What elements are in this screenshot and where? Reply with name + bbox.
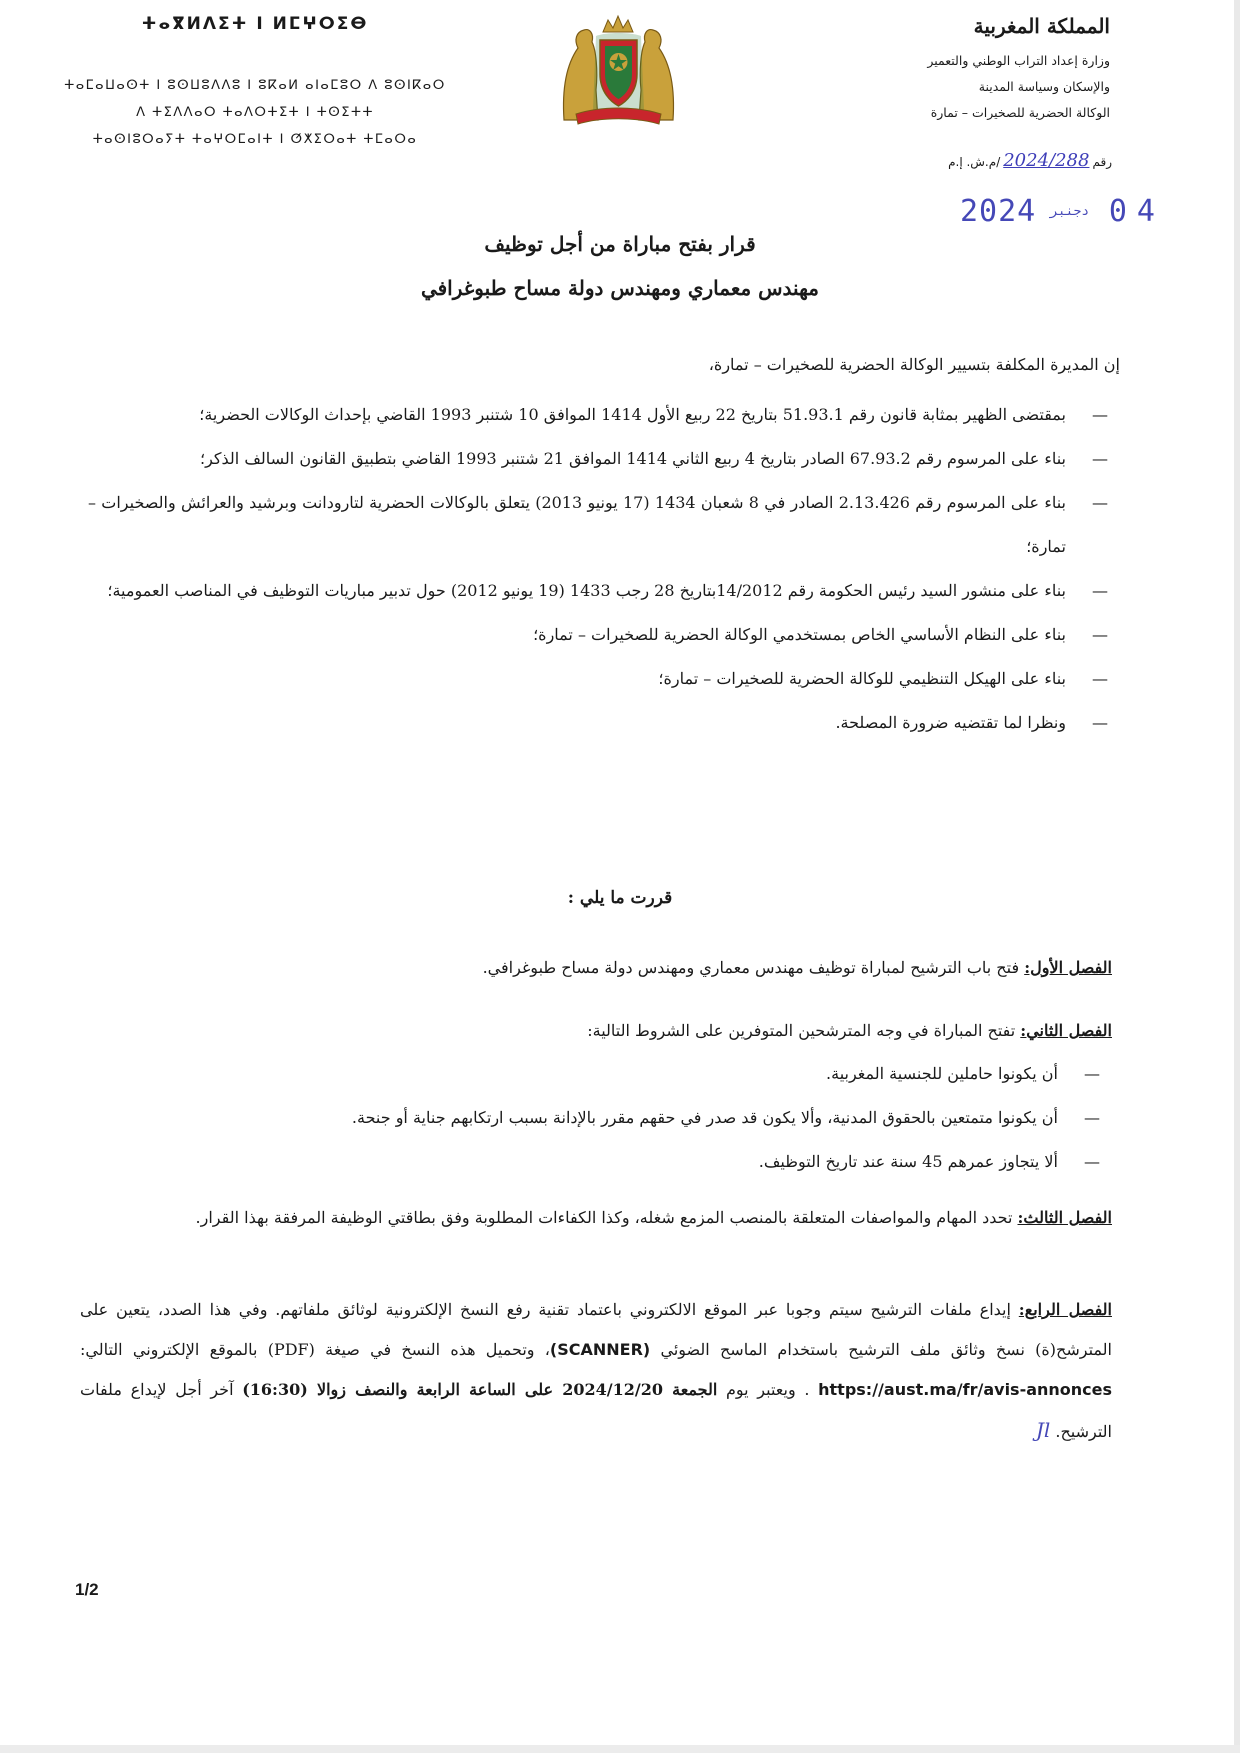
intro-paragraph: إن المديرة المكلفة بتسيير الوكالة الحضرية للصخيرات – تمارة، (708, 355, 1120, 374)
article-4-text-4: آخر أجل لإيداع ملفات الترشيح. (80, 1380, 1112, 1441)
article-1-text: فتح باب الترشيح لمباراة توظيف مهندس معماري ومهندس دولة مساح طبوغرافي. (482, 958, 1025, 977)
document-title (300, 222, 940, 310)
considerations-list (88, 393, 1108, 745)
coat-of-arms-icon (556, 10, 681, 130)
article-4-label: الفصل الرابع: (1018, 1300, 1112, 1319)
article-1 (80, 948, 1112, 988)
consideration-item: — بناء على منشور السيد رئيس الحكومة رقم 14/2012بتاريخ 28 رجب 1433 (19 يونيو 2012) حول تدبير مباريات التوظيف في المناصب العمومية؛ (88, 569, 1108, 613)
date-day: 04 (1108, 194, 1165, 229)
header-arabic (850, 14, 1110, 126)
article-3-text: تحدد المهام والمواصفات المتعلقة بالمنصب المزمع شغله، وكذا الكفاءات المطلوبة وفق بطاقتي الوظيفة المرفقة بهذا القرار. (195, 1208, 1018, 1227)
ref-suffix: م.ش. إ.م (948, 155, 997, 169)
ministry-line-1: وزارة إعداد التراب الوطني والتعمير (927, 53, 1110, 68)
article-4-text-1: إيداع ملفات الترشيح سيتم وجوبا عبر الموقع الالكتروني باعتماد تقنية رفع النسخ الإلكترونية لوثائق ملفاتهم. وفي هذا الصدد، يتعين على المترشح(ة) نسخ وثائق ملف الترشيح باستخدام الماسح الضوئي (80, 1300, 1112, 1359)
consideration-item: — بناء على النظام الأساسي الخاص بمستخدمي الوكالة الحضرية للصخيرات – تمارة؛ (88, 613, 1108, 657)
article-2-label: الفصل الثاني: (1020, 1021, 1112, 1040)
condition-item: — أن يكونوا حاملين للجنسية المغربية. (140, 1052, 1100, 1096)
ministry-line-2: والإسكان وسياسة المدينة (978, 79, 1110, 94)
date-month: دجنبر (1050, 204, 1090, 219)
page-number: 1/2 (75, 1580, 99, 1599)
condition-item: — ألا يتجاوز عمرهم 45 سنة عند تاريخ التوظيف. (140, 1140, 1100, 1184)
tifinagh-line-3: ⵜⴰⵙⵏⵓⵔⴰⵢⵜ ⵜⴰⵖⵔⵎⴰⵏⵜ ⵏ ⵚⵅⵉⵔⴰⵜ ⵜⵎⴰⵔⴰ (92, 132, 418, 147)
consideration-item: — بناء على الهيكل التنظيمي للوكالة الحضرية للصخيرات – تمارة؛ (88, 657, 1108, 701)
decided-heading: قررت ما يلي : (567, 888, 673, 908)
agency-name: الوكالة الحضرية للصخيرات – تمارة (930, 105, 1110, 120)
date-stamp (960, 190, 1165, 230)
consideration-item: — بناء على المرسوم رقم 2.13.426 الصادر في 8 شعبان 1434 (17 يونيو 2013) يتعلق بالوكالات الحضرية لتارودانت وبرشيد والعرائش والصخيرات – تمارة؛ (88, 481, 1108, 569)
article-3 (80, 1196, 1112, 1240)
country-name-arabic: المملكة المغربية (973, 14, 1110, 38)
condition-item: — أن يكونوا متمتعين بالحقوق المدنية، وألا يكون قد صدر في حقهم مقرر بالإدانة بسبب ارتكابهم جناية أو جنحة. (140, 1096, 1100, 1140)
conditions-list (140, 1052, 1100, 1184)
country-name-tifinagh: ⵜⴰⴳⵍⴷⵉⵜ ⵏ ⵍⵎⵖⵔⵉⴱ (141, 14, 369, 34)
title-line-1: قرار بفتح مباراة من أجل توظيف (484, 232, 756, 256)
article-1-label: الفصل الأول: (1024, 958, 1112, 977)
scan-edge-right (1234, 0, 1240, 1753)
ref-number-handwritten: 2024/288 (1003, 150, 1090, 171)
application-url-link[interactable]: https://aust.ma/fr/avis-annonces (818, 1380, 1113, 1399)
consideration-item: — بناء على المرسوم رقم 67.93.2 الصادر بتاريخ 4 ربيع الثاني 1414 الموافق 21 شتنبر 1993 القاضي بتطبيق القانون السالف الذكر؛ (88, 437, 1108, 481)
consideration-item: — ونظرا لما تقتضيه ضرورة المصلحة. (88, 701, 1108, 745)
title-line-2: مهندس معماري ومهندس دولة مساح طبوغرافي (420, 276, 820, 300)
article-4 (80, 1290, 1112, 1452)
scan-edge-bottom (0, 1745, 1240, 1753)
scanner-term: (SCANNER) (549, 1340, 651, 1359)
article-4-text-2: ، وتحميل هذه النسخ في صيغة (PDF) بالموقع الإلكتروني التالي: (80, 1340, 550, 1359)
date-year: 2024 (960, 194, 1037, 229)
article-2 (80, 1011, 1112, 1051)
handwritten-initials: Jl (1035, 1418, 1051, 1442)
consideration-item: — بمقتضى الظهير بمثابة قانون رقم 51.93.1 بتاريخ 22 ربيع الأول 1414 الموافق 10 شتنبر 1993 القاضي بإحداث الوكالات الحضرية؛ (88, 393, 1108, 437)
deadline-text: الجمعة 2024/12/20 على الساعة الرابعة والنصف زوالا (16:30) (242, 1380, 718, 1399)
reference-number: رقم2024/288/م.ش. إ.م (948, 150, 1112, 171)
tifinagh-line-2: ⴷ ⵜⵉⴷⴷⴰⵔ ⵜⴰⴷⵔⵜⵉⵜ ⵏ ⵜⵙⵉⵜⵜ (136, 105, 374, 120)
article-3-label: الفصل الثالث: (1017, 1208, 1112, 1227)
ref-prefix: رقم (1092, 155, 1112, 169)
article-4-text-3: . ويعتبر يوم (717, 1380, 819, 1399)
header-tifinagh (40, 14, 470, 153)
article-2-text: تفتح المباراة في وجه المترشحين المتوفرين على الشروط التالية: (587, 1021, 1021, 1040)
tifinagh-line-1: ⵜⴰⵎⴰⵡⴰⵙⵜ ⵏ ⵓⵙⵡⵓⴷⴷⵓ ⵏ ⵓⴽⴰⵍ ⴰⵏⴰⵎⵓⵔ ⴷ ⵓⵙⵏⴽⴰⵔ (64, 78, 446, 93)
